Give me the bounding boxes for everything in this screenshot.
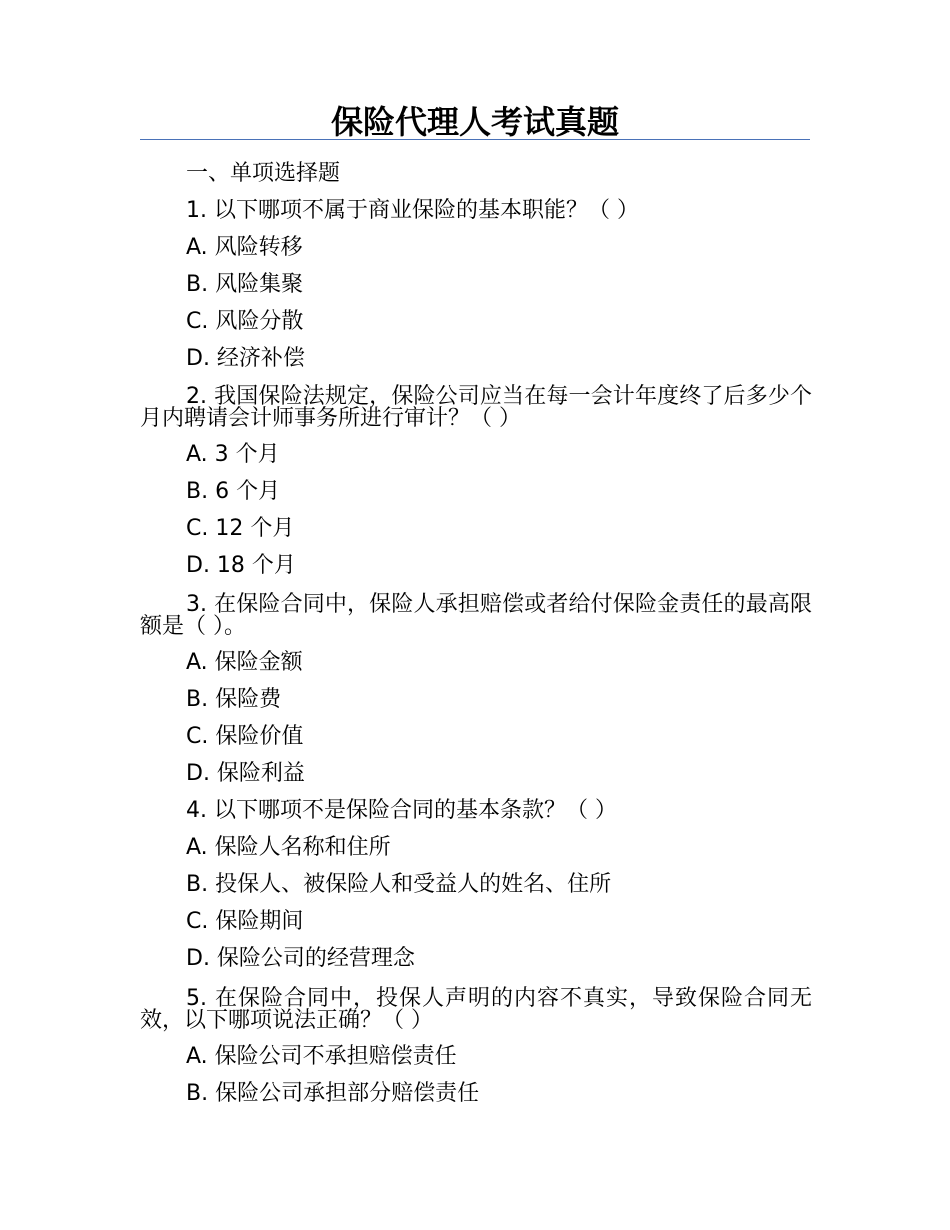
q4-option-d: D. 保险公司的经营理念 [186,946,415,971]
question-1: 1. 以下哪项不属于商业保险的基本职能？（ ） [186,198,639,223]
q1-option-c: C. 风险分散 [186,309,304,334]
q5-option-a: A. 保险公司不承担赔偿责任 [186,1044,457,1069]
q4-option-a: A. 保险人名称和住所 [186,835,391,860]
question-4: 4. 以下哪项不是保险合同的基本条款？（ ） [186,798,617,823]
q4-option-c: C. 保险期间 [186,909,304,934]
question-3: 3. 在保险合同中，保险人承担赔偿或者给付保险金责任的最高限额是（ ）。 [140,592,812,639]
q2-option-a: A. 3 个月 [186,442,280,467]
q3-option-d: D. 保险利益 [186,761,305,786]
q2-option-d: D. 18 个月 [186,553,296,578]
q3-option-b: B. 保险费 [186,687,282,712]
q2-option-c: C. 12 个月 [186,516,295,541]
q1-option-a: A. 风险转移 [186,235,303,260]
document-title: 保险代理人考试真题 [330,103,619,141]
q1-option-b: B. 风险集聚 [186,272,304,297]
section-heading: 一、单项选择题 [186,161,341,186]
q2-option-b: B. 6 个月 [186,479,281,504]
q3-option-a: A. 保险金额 [186,650,303,675]
q4-option-b: B. 投保人、被保险人和受益人的姓名、住所 [186,872,612,897]
q3-option-c: C. 保险价值 [186,724,304,749]
q5-option-b: B. 保险公司承担部分赔偿责任 [186,1081,480,1106]
title-underline [140,139,810,140]
q1-option-d: D. 经济补偿 [186,346,305,371]
question-5: 5. 在保险合同中，投保人声明的内容不真实，导致保险合同无效，以下哪项说法正确？（ ） [140,986,812,1033]
question-2: 2. 我国保险法规定，保险公司应当在每一会计年度终了后多少个月内聘请会计师事务所进行审计？（ ） [140,384,812,431]
